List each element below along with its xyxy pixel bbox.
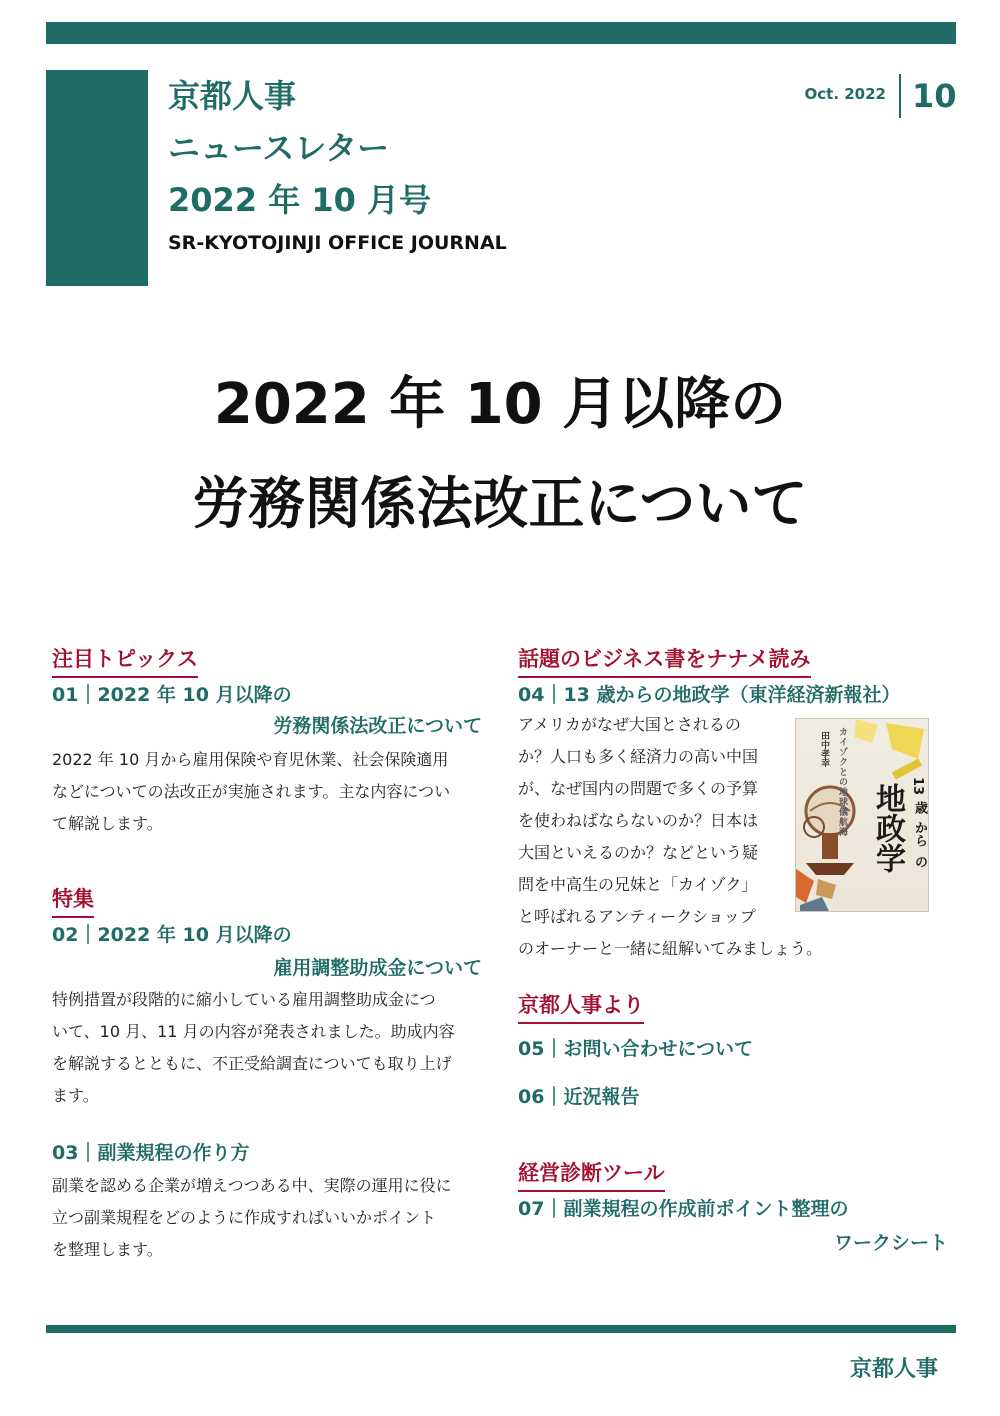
headline-line1: 2022 年 10 月以降の bbox=[213, 372, 787, 437]
book-subtitle: カイゾクとの地球儀航海 bbox=[837, 727, 847, 837]
book-author: 田中孝幸 bbox=[819, 731, 829, 767]
summary-line: と呼ばれるアンティークショップ bbox=[518, 907, 756, 926]
summary-line: いて、10 月、11 月の内容が発表されました。助成内容 bbox=[52, 1022, 455, 1041]
summary-line: を整理します。 bbox=[52, 1240, 163, 1259]
article-07-subtitle[interactable]: ワークシート bbox=[833, 1232, 948, 1254]
section-title: 話題のビジネス書をナナメ読み bbox=[518, 646, 811, 678]
section-special-feature bbox=[52, 886, 94, 918]
summary-line: 2022 年 10 月から雇用保険や育児休業、社会保険適用 bbox=[52, 750, 449, 769]
masthead-color-block bbox=[46, 70, 148, 286]
article-01-subtitle[interactable]: 労務関係法改正について bbox=[273, 715, 482, 737]
summary-line: を解説するとともに、不正受給調査についても取り上げ bbox=[52, 1054, 452, 1073]
summary-line: アメリカがなぜ大国とされるの bbox=[518, 715, 741, 734]
article-01-summary bbox=[52, 744, 492, 840]
article-02-link[interactable]: 02｜2022 年 10 月以降の bbox=[52, 924, 292, 946]
book-no-label: の bbox=[912, 855, 927, 868]
issue-divider bbox=[899, 74, 901, 118]
footer-brand: 京都人事 bbox=[849, 1357, 938, 1382]
summary-line: が、なぜ国内の問題で多くの予算 bbox=[518, 779, 759, 798]
section-title: 特集 bbox=[52, 886, 94, 918]
summary-line: のオーナーと一緒に紐解いてみましょう。 bbox=[518, 939, 823, 958]
book-sai-label: 歳 bbox=[912, 801, 927, 814]
article-03-link[interactable]: 03｜副業規程の作り方 bbox=[52, 1142, 250, 1164]
issue-number: 10 bbox=[912, 77, 957, 115]
summary-line: 問を中高生の兄妹と「カイゾク」 bbox=[518, 875, 758, 894]
summary-line: て解説します。 bbox=[52, 814, 163, 833]
section-title: 注目トピックス bbox=[52, 646, 198, 678]
article-02-summary bbox=[52, 984, 492, 1112]
book-cover-image bbox=[795, 718, 929, 912]
section-from-kyoto-jinji bbox=[518, 992, 644, 1024]
book-kara-label: から bbox=[912, 821, 927, 847]
book-cover-illustration bbox=[796, 719, 929, 912]
summary-line: などについての法改正が実施されます。主な内容につい bbox=[52, 782, 451, 801]
summary-line: 特例措置が段階的に縮小している雇用調整助成金につ bbox=[52, 990, 436, 1009]
summary-line: を使わねばならないのか？日本は bbox=[518, 811, 759, 830]
summary-line: 大国といえるのか？などという疑 bbox=[518, 843, 759, 862]
article-03-summary bbox=[52, 1170, 492, 1266]
article-04-link[interactable]: 04｜13 歳からの地政学（東洋経済新報社） bbox=[518, 684, 901, 706]
journal-name: SR-KYOTOJINJI OFFICE JOURNAL bbox=[168, 232, 507, 254]
article-01-link[interactable]: 01｜2022 年 10 月以降の bbox=[52, 684, 292, 706]
section-management-tools bbox=[518, 1160, 665, 1192]
masthead-issue-label: 2022 年 10 月号 bbox=[168, 181, 432, 219]
section-featured-topics bbox=[52, 646, 198, 678]
book-age-label: 13 bbox=[910, 777, 925, 796]
summary-line: か？人口も多く経済力の高い中国 bbox=[518, 747, 759, 766]
top-accent-bar bbox=[46, 22, 956, 44]
article-02-subtitle[interactable]: 雇用調整助成金について bbox=[273, 957, 482, 979]
issue-month: Oct. 2022 bbox=[804, 85, 886, 103]
headline-line2: 労務関係法改正について bbox=[192, 472, 808, 537]
article-07-link[interactable]: 07｜副業規程の作成前ポイント整理の bbox=[518, 1198, 849, 1220]
section-business-books bbox=[518, 646, 811, 678]
section-title: 京都人事より bbox=[518, 992, 644, 1024]
bottom-accent-bar bbox=[46, 1325, 956, 1333]
summary-line: 副業を認める企業が増えつつある中、実際の運用に役に bbox=[52, 1176, 452, 1195]
masthead-title-line2: ニュースレター bbox=[168, 129, 390, 167]
book-title: 地政学 bbox=[870, 783, 905, 873]
article-06-link[interactable]: 06｜近況報告 bbox=[518, 1086, 640, 1108]
article-05-link[interactable]: 05｜お問い合わせについて bbox=[518, 1038, 754, 1060]
section-title: 経営診断ツール bbox=[518, 1160, 665, 1192]
summary-line: ます。 bbox=[52, 1086, 99, 1105]
summary-line: 立つ副業規程をどのように作成すればいいかポイント bbox=[52, 1208, 437, 1227]
masthead-title-line1: 京都人事 bbox=[168, 77, 297, 115]
